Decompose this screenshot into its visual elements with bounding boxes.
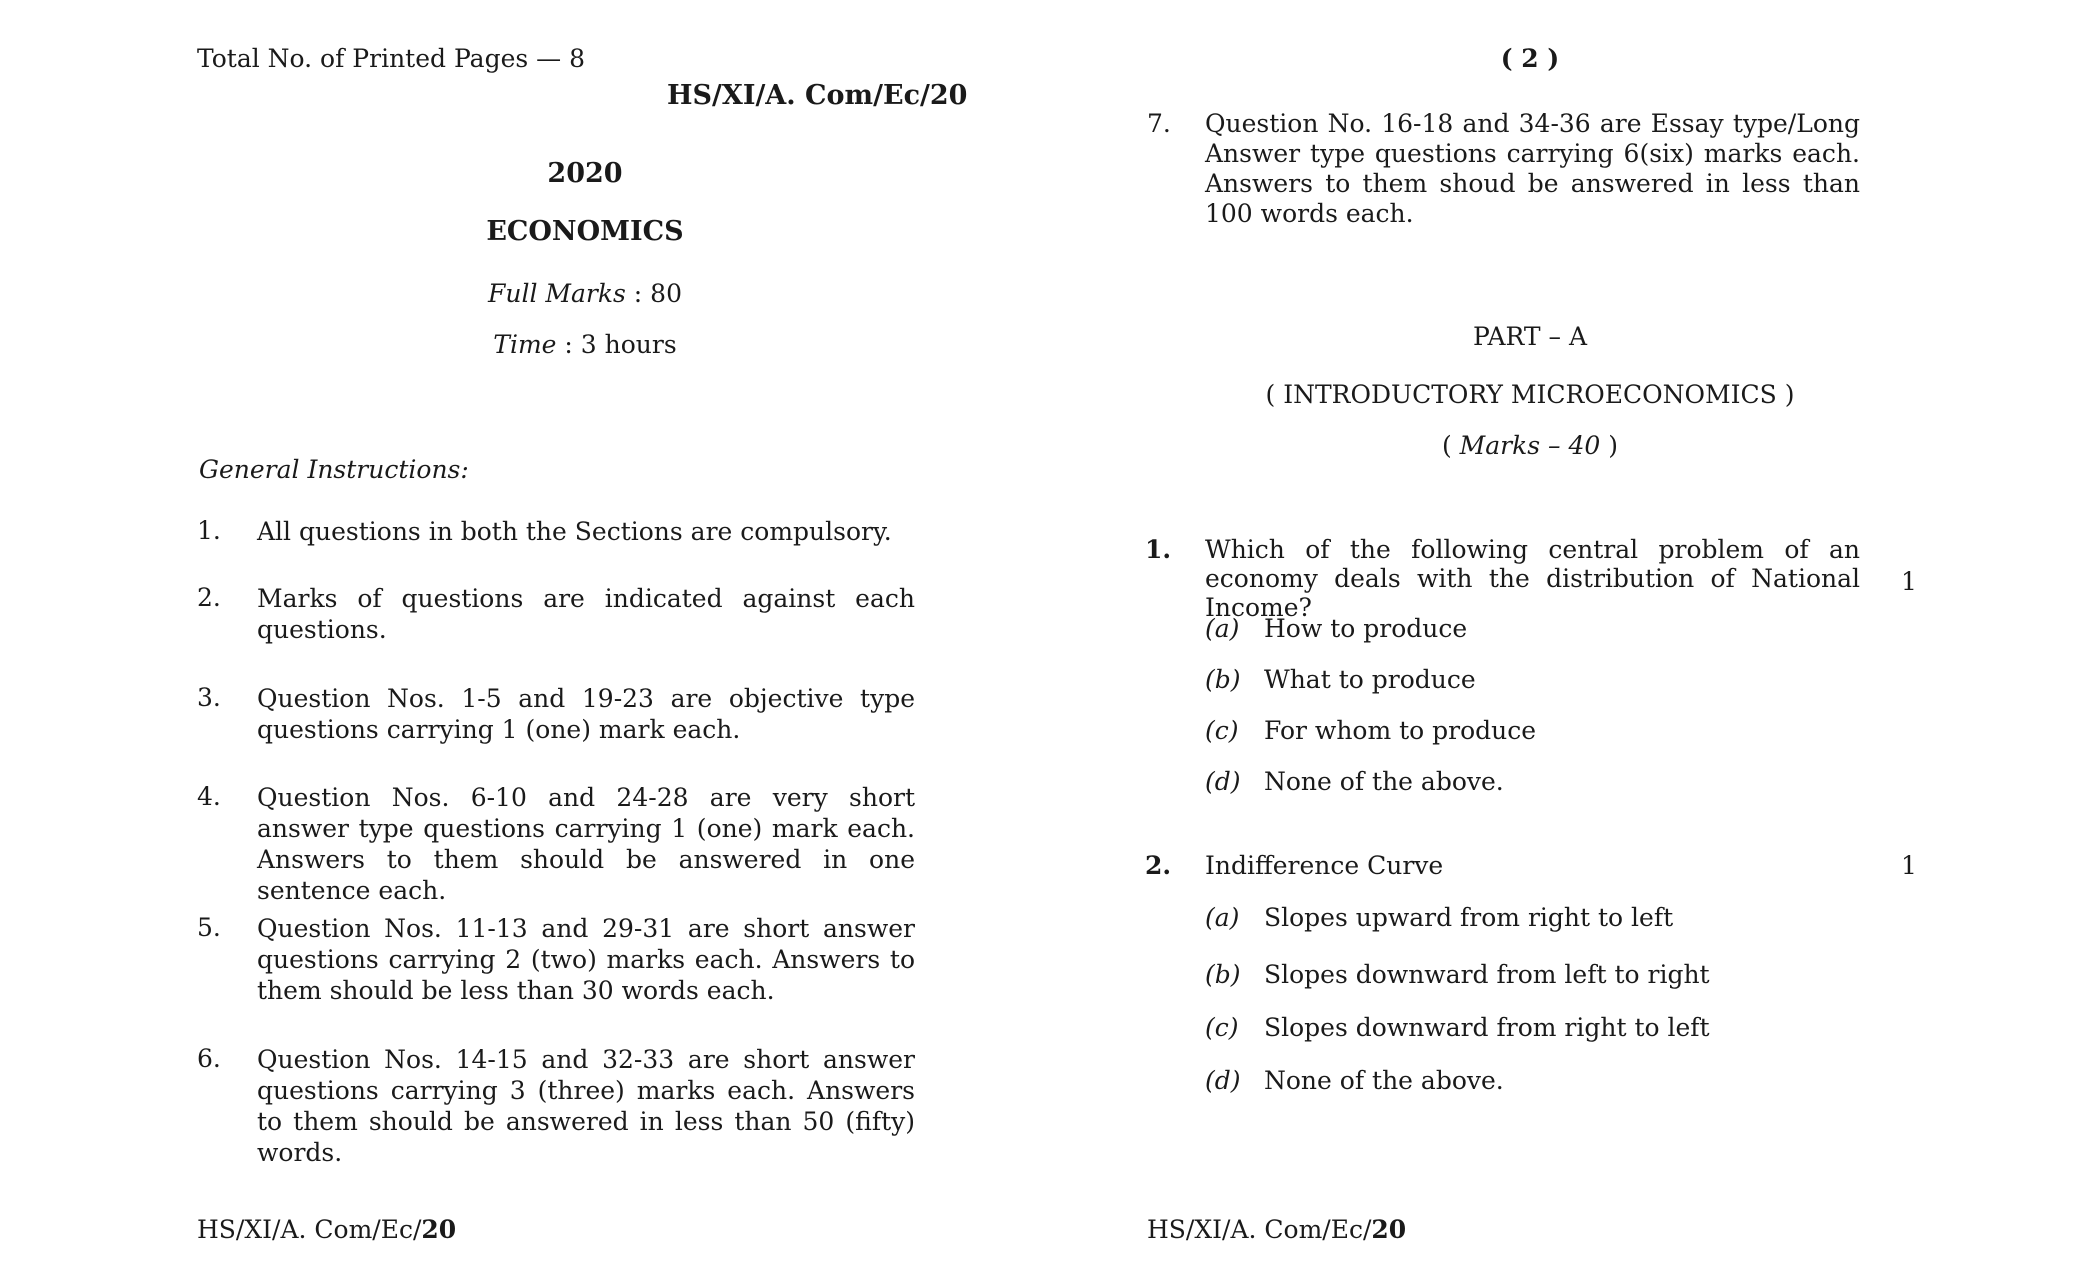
instructions-heading: General Instructions: (199, 455, 469, 484)
part-marks (1280, 431, 1780, 460)
instruction-number: 3. (197, 683, 221, 712)
option-letter: (b) (1205, 960, 1241, 989)
option-text: What to produce (1264, 665, 1476, 694)
part-subtitle: ( INTRODUCTORY MICROECONOMICS ) (1265, 380, 1795, 409)
option-text: How to produce (1264, 614, 1468, 643)
option-text: Slopes downward from left to right (1264, 960, 1710, 989)
instruction-text: Question Nos. 14-15 and 32-33 are short answer questions carrying 3 (three) marks each. Answers to them should be answered in less than 50 (fifty) words. (257, 1045, 915, 1167)
part-marks-text: Marks – 40 (1459, 431, 1601, 460)
option-text: None of the above. (1264, 1066, 1504, 1095)
left-footer (197, 1215, 456, 1244)
instruction-text: Question No. 16-18 and 34-36 are Essay type/Long Answer type questions carrying 6(six) marks each. Answers to them shoud be answered in less than 100 words each. (1205, 109, 1860, 228)
option-letter: (c) (1205, 716, 1239, 745)
option-letter: (c) (1205, 1013, 1239, 1042)
option-letter: (d) (1205, 1066, 1241, 1095)
question-number: 1. (1145, 535, 1172, 564)
instruction-text: All questions in both the Sections are compulsory. (257, 517, 892, 546)
paper-code: HS/XI/A. Com/Ec/20 (667, 80, 968, 111)
footer-code-bold: 20 (1371, 1215, 1407, 1244)
full-marks-label: Full Marks (488, 279, 626, 308)
instruction-number: 6. (197, 1044, 221, 1073)
part-title: PART – A (1472, 322, 1588, 351)
footer-code: HS/XI/A. Com/Ec/ (1147, 1215, 1372, 1244)
page-number: ( 2 ) (1500, 44, 1560, 73)
question-text: Which of the following central problem of an economy deals with the distribution of National Income? (1205, 535, 1860, 622)
exam-year: 2020 (547, 158, 623, 189)
instruction-text: Marks of questions are indicated against each questions. (257, 584, 915, 644)
total-pages: Total No. of Printed Pages — 8 (197, 44, 586, 73)
part-marks-open: ( (1441, 431, 1460, 460)
option-text: Slopes upward from right to left (1264, 903, 1674, 932)
subject-title: ECONOMICS (486, 216, 684, 247)
question-marks: 1 (1901, 567, 1917, 596)
footer-code: HS/XI/A. Com/Ec/ (197, 1215, 422, 1244)
instruction-number: 2. (197, 583, 221, 612)
time-label: Time (493, 330, 557, 359)
option-text: For whom to produce (1264, 716, 1537, 745)
question-number: 2. (1145, 851, 1172, 880)
option-letter: (b) (1205, 665, 1241, 694)
right-footer (1147, 1215, 1406, 1244)
option-letter: (a) (1205, 903, 1240, 932)
instruction-text: Question Nos. 11-13 and 29-31 are short answer questions carrying 2 (two) marks each. Answers to them should be less than 30 words each. (257, 914, 915, 1005)
part-marks-close: ) (1600, 431, 1619, 460)
option-text: None of the above. (1264, 767, 1504, 796)
instruction-number: 7. (1147, 109, 1171, 138)
full-marks-value: : 80 (633, 279, 682, 308)
time-allowed (440, 330, 730, 359)
time-value: : 3 hours (564, 330, 677, 359)
question-marks: 1 (1901, 851, 1917, 880)
option-letter: (a) (1205, 614, 1240, 643)
footer-code-bold: 20 (421, 1215, 457, 1244)
full-marks (440, 279, 730, 308)
question-text: Indifference Curve (1205, 851, 1444, 880)
option-text: Slopes downward from right to left (1264, 1013, 1710, 1042)
instruction-text: Question Nos. 6-10 and 24-28 are very short answer type questions carrying 1 (one) mark each. Answers to them should be answered in one sentence each. (257, 783, 915, 905)
instruction-number: 5. (197, 913, 221, 942)
instruction-number: 1. (197, 516, 221, 545)
option-letter: (d) (1205, 767, 1241, 796)
instruction-number: 4. (197, 782, 221, 811)
instruction-text: Question Nos. 1-5 and 19-23 are objective type questions carrying 1 (one) mark each. (257, 684, 915, 744)
